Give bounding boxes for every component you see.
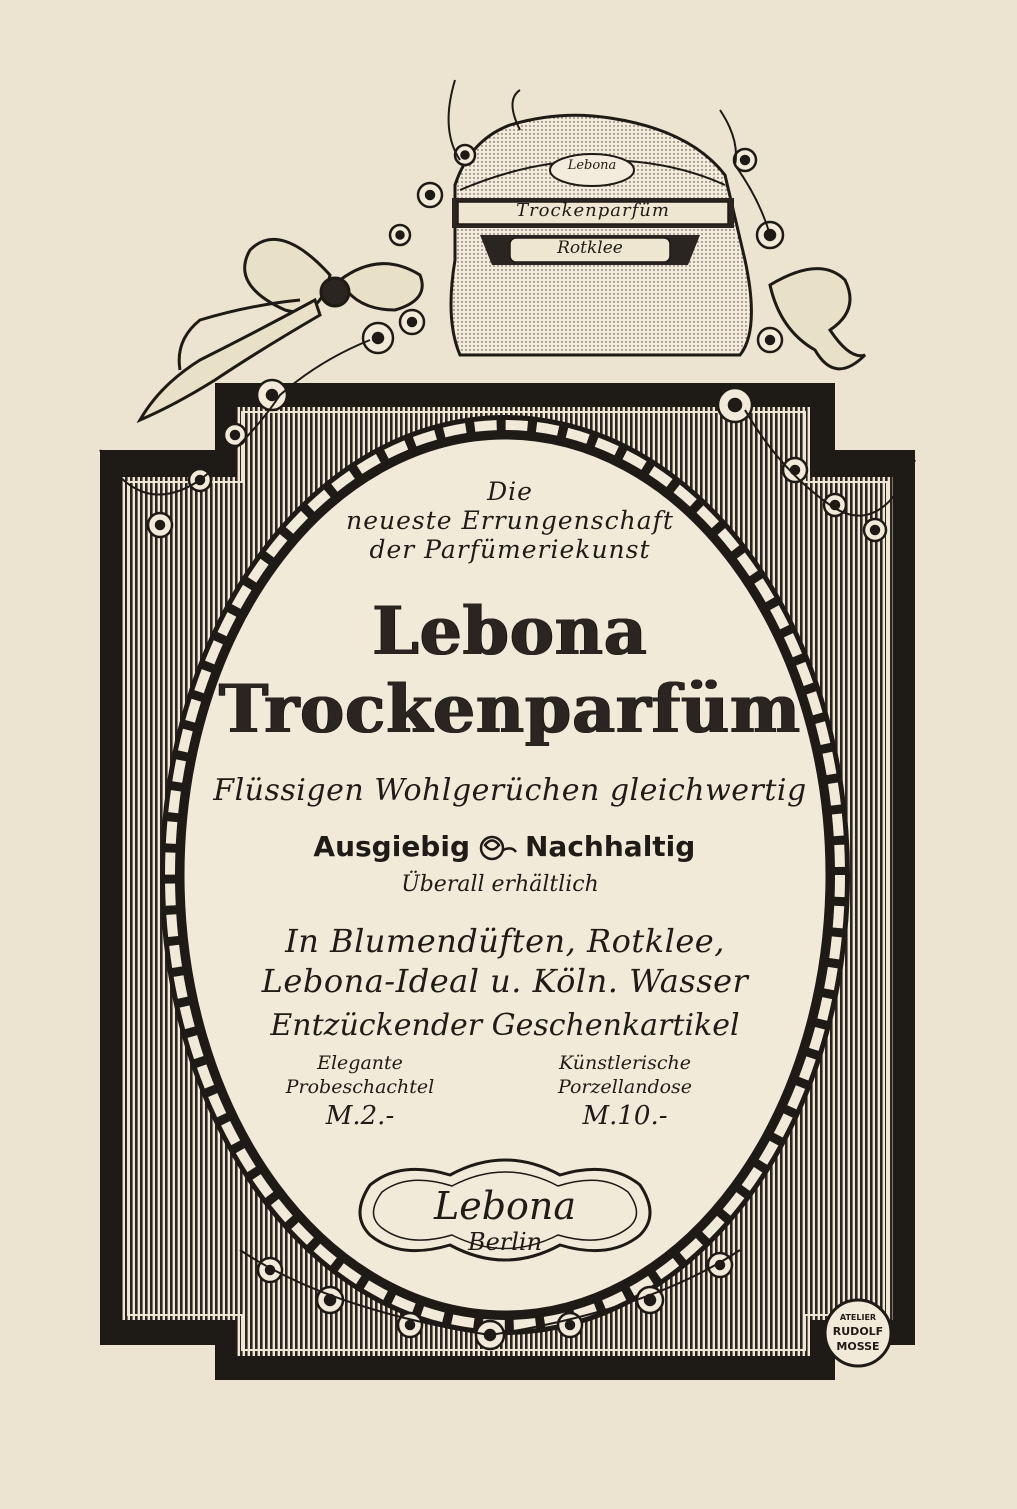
box-label-sub: Rotklee <box>557 238 623 258</box>
offer-1-price: M.2.- <box>325 1101 395 1131</box>
offer-2-label-2: Porzellandose <box>557 1076 693 1098</box>
scents-line-2: Lebona-Ideal u. Köln. Wasser <box>261 962 749 1000</box>
product-name: Trockenparfüm <box>219 670 801 748</box>
perfume-box-illustration <box>451 115 751 355</box>
offer-1-label-1: Elegante <box>317 1052 403 1074</box>
availability-text: Überall erhältlich <box>401 872 599 897</box>
brand-name: Lebona <box>372 592 648 670</box>
intro-line-1: Die <box>487 477 533 506</box>
atelier-stamp-line-1: ATELIER <box>839 1313 877 1322</box>
scents-line-1: In Blumendüften, Rotklee, <box>285 922 725 960</box>
gift-text: Entzückender Geschenkartikel <box>270 1008 740 1043</box>
offer-1-label-2: Probeschachtel <box>285 1076 435 1098</box>
intro-line-3: der Parfümeriekunst <box>369 535 651 564</box>
signature-name: Lebona <box>433 1184 577 1228</box>
atelier-stamp-line-2: RUDOLF <box>832 1325 884 1338</box>
signature-city: Berlin <box>467 1228 543 1256</box>
offer-2-label-1: Künstlerische <box>559 1052 691 1074</box>
lid-logo-text: Lebona <box>567 158 617 173</box>
box-label-main: Trockenparfüm <box>516 200 670 221</box>
quality-right: Nachhaltig <box>525 830 696 863</box>
tagline: Flüssigen Wohlgerüchen gleichwertig <box>213 773 807 808</box>
offer-2-price: M.10.- <box>582 1101 668 1131</box>
intro-line-2: neueste Errungenschaft <box>346 506 674 535</box>
quality-left: Ausgiebig <box>313 830 470 863</box>
atelier-stamp-line-3: MOSSE <box>836 1340 880 1353</box>
